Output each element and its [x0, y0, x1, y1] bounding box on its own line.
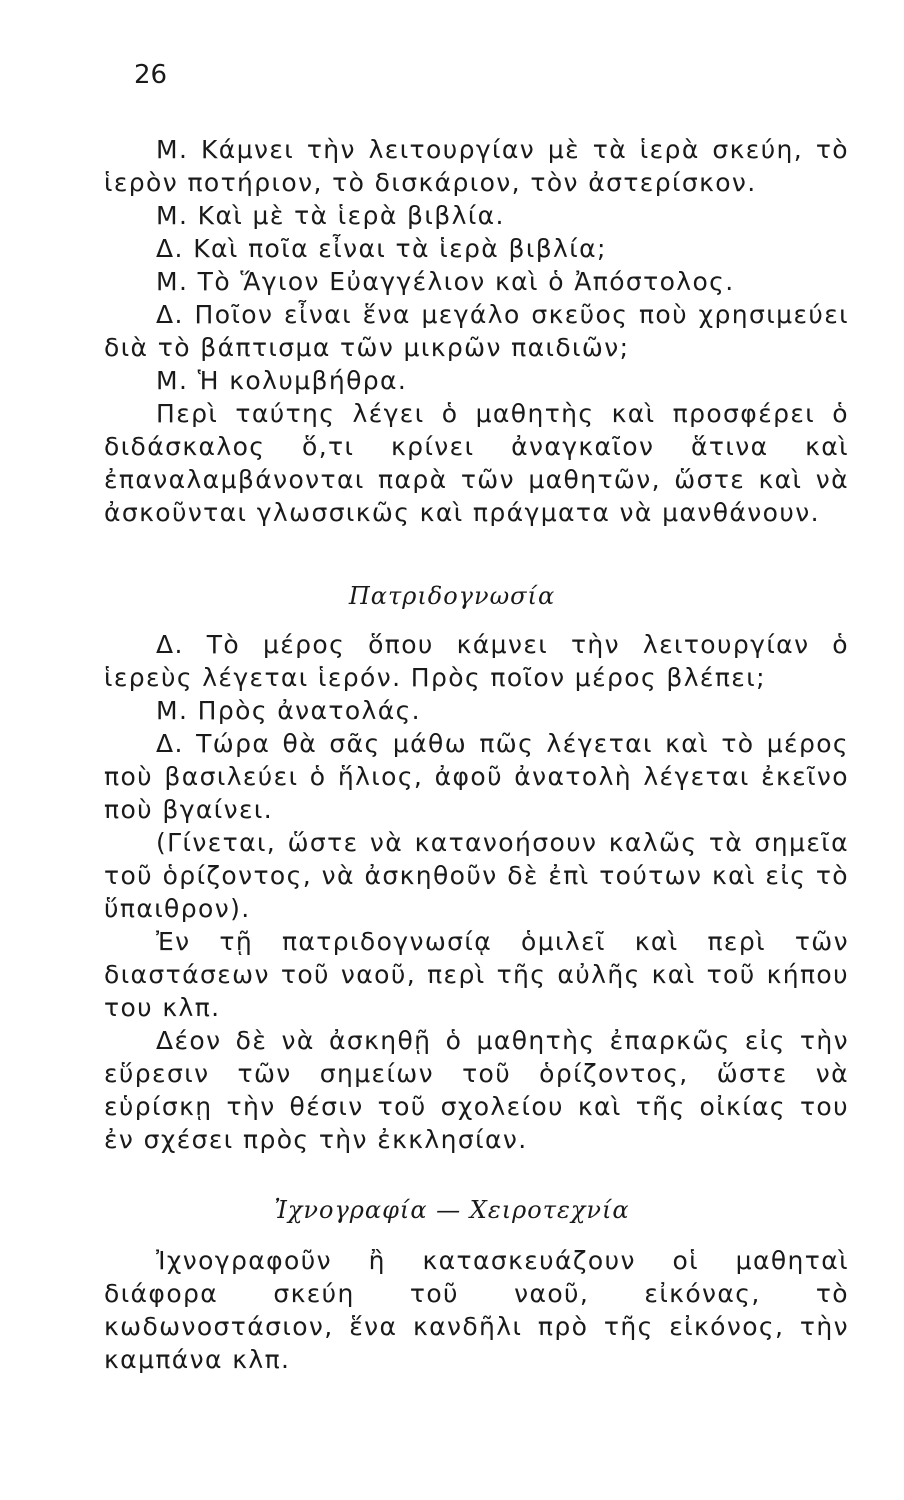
page-number: 26 — [134, 60, 168, 90]
paragraph: (Γίνεται, ὥστε νὰ κατανοήσουν καλῶς τὰ σημεῖα τοῦ ὁρίζοντος, νὰ ἀσκηθοῦν δὲ ἐπὶ τούτων καὶ εἰς τὸ ὕπαιθρον). — [104, 828, 849, 923]
section-heading-patridognosia: Πατριδογνωσία — [348, 582, 556, 610]
paragraph: Περὶ ταύτης λέγει ὁ μαθητὴς καὶ προσφέρει ὁ διδάσκαλος ὅ,τι κρίνει ἀναγκαῖον ἅτινα καὶ ἐπαναλαμβάνονται παρὰ τῶν μαθητῶν, ὥστε καὶ νὰ ἀσκοῦνται γλωσσικῶς καὶ πράγματα νὰ μανθάνουν. — [104, 399, 849, 527]
paragraph: Δ. Καὶ ποῖα εἶναι τὰ ἱερὰ βιβλία; — [156, 234, 607, 263]
paragraph: Μ. Πρὸς ἀνατολάς. — [156, 696, 422, 725]
text-section-3 — [104, 1244, 849, 1376]
paragraph: Ἰχνογραφοῦν ἢ κατασκευάζουν οἱ μαθηταὶ διάφορα σκεύη τοῦ ναοῦ, εἰκόνας, τὸ κωδωνοστάσιον, ἕνα κανδῆλι πρὸ τῆς εἰκόνος, τὴν καμπάνα κλπ. — [104, 1246, 849, 1374]
paragraph: Μ. Καὶ μὲ τὰ ἱερὰ βιβλία. — [156, 201, 505, 230]
paragraph: Μ. Τὸ Ἅγιον Εὐαγγέλιον καὶ ὁ Ἀπόστολος. — [156, 267, 735, 296]
dialogue-section-2 — [104, 628, 849, 1156]
paragraph: Μ. Ἡ κολυμβήθρα. — [156, 366, 408, 395]
paragraph: Δέον δὲ νὰ ἀσκηθῇ ὁ μαθητὴς ἐπαρκῶς εἰς τὴν εὕρεσιν τῶν σημείων τοῦ ὁρίζοντος, ὥστε νὰ εὑρίσκῃ τὴν θέσιν τοῦ σχολείου καὶ τῆς οἰκίας του ἐν σχέσει πρὸς τὴν ἐκκλησίαν. — [104, 1026, 849, 1154]
paragraph: Μ. Κάμνει τὴν λειτουργίαν μὲ τὰ ἱερὰ σκεύη, τὸ ἱερὸν ποτήριον, τὸ δισκάριον, τὸν ἀστερίσκον. — [104, 135, 849, 197]
paragraph: Δ. Τὸ μέρος ὅπου κάμνει τὴν λειτουργίαν ὁ ἱερεὺς λέγεται ἱερόν. Πρὸς ποῖον μέρος βλέπει; — [104, 630, 849, 692]
paragraph: Δ. Τώρα θὰ σᾶς μάθω πῶς λέγεται καὶ τὸ μέρος ποὺ βασιλεύει ὁ ἥλιος, ἀφοῦ ἀνατολὴ λέγεται ἐκεῖνο ποὺ βγαίνει. — [104, 729, 849, 824]
paragraph: Ἐν τῇ πατριδογνωσίᾳ ὁμιλεῖ καὶ περὶ τῶν διαστάσεων τοῦ ναοῦ, περὶ τῆς αὐλῆς καὶ τοῦ κήπου του κλπ. — [104, 927, 849, 1022]
section-heading-ichnografia: Ἰχνογραφία — Χειροτεχνία — [274, 1196, 630, 1224]
paragraph: Δ. Ποῖον εἶναι ἕνα μεγάλο σκεῦος ποὺ χρησιμεύει διὰ τὸ βάπτισμα τῶν μικρῶν παιδιῶν; — [104, 300, 849, 362]
dialogue-section-1 — [104, 133, 849, 529]
